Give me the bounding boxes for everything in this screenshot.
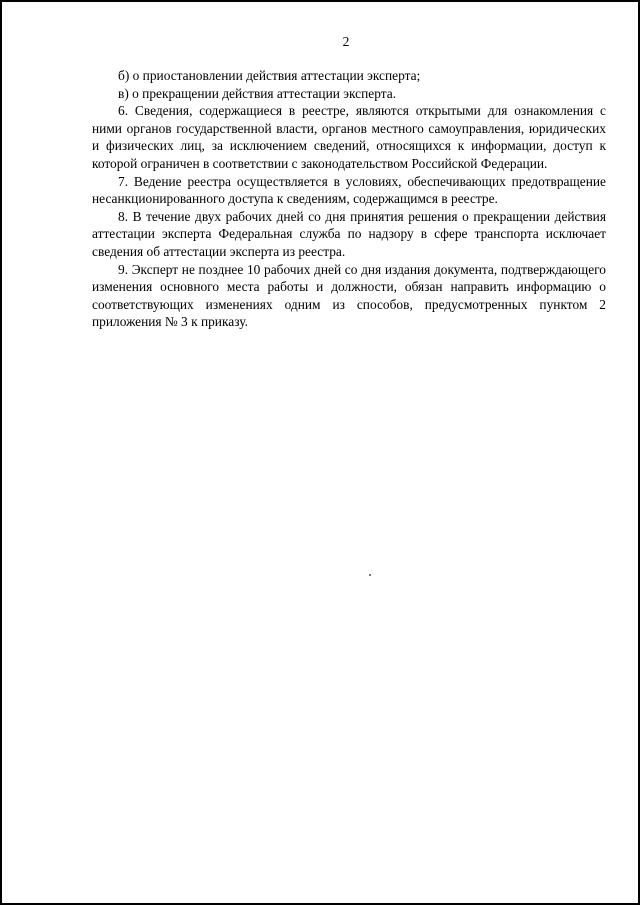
paragraph-8: 8. В течение двух рабочих дней со дня принятия решения о прекращении действия аттестации эксперта Федеральная служба по надзору в сфере транспорта исключает сведения об аттестации эксперта из реестра. [92,208,606,259]
page-number: 2 [342,34,350,49]
list-item-b: б) о приостановлении действия аттестации эксперта; [118,68,421,83]
document-body [92,67,606,331]
list-item-v: в) о прекращении действия аттестации эксперта. [118,85,397,101]
paragraph-7: 7. Ведение реестра осуществляется в условиях, обеспечивающих предотвращение несанкционированного доступа к сведениям, содержащимся в реестре. [92,173,606,207]
scan-border-top [0,0,640,2]
paragraph-6: 6. Сведения, содержащиеся в реестре, являются открытыми для ознакомления с ними органов государственной власти, органов местного самоуправления, юридических и физических лиц, за исключением сведений, относящихся к информации, доступ к которой ограничен в соответствии с законодательством Российской Федерации. [92,103,606,171]
paragraph-9: 9. Эксперт не позднее 10 рабочих дней со дня издания документа, подтверждающего изменения основного места работы и должности, обязан направить информацию о соответствующих изменениях одним из способов, предусмотренных пунктом 2 приложения № 3 к приказу. [92,261,606,330]
scan-border-left [0,0,2,905]
scan-speck [369,574,371,576]
